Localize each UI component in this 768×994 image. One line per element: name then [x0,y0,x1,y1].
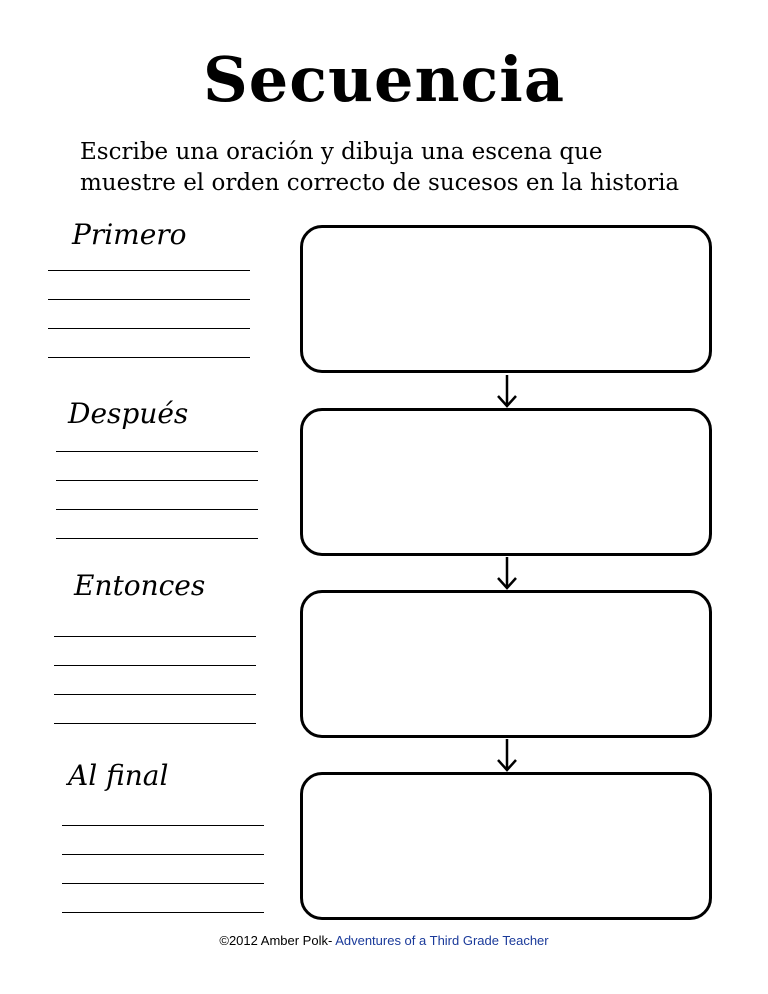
section-label-al-final: Al final [68,759,169,792]
section-label-entonces: Entonces [74,569,206,602]
down-arrow-icon [495,556,519,592]
writing-line[interactable] [48,328,250,329]
footer-copyright: ©2012 Amber Polk- [219,933,336,945]
writing-line[interactable] [48,270,250,271]
instructions-line-1: Escribe una oración y dibuja una escena que [80,139,603,165]
writing-line[interactable] [48,299,250,300]
writing-line[interactable] [62,854,264,855]
instructions [80,137,720,199]
down-arrow-icon [495,374,519,410]
writing-line[interactable] [56,480,258,481]
writing-line[interactable] [56,509,258,510]
writing-line[interactable] [62,825,264,826]
writing-line[interactable] [56,538,258,539]
section-label-primero: Primero [72,218,187,251]
drawing-box-entonces[interactable] [300,590,712,738]
footer [0,933,768,945]
writing-line[interactable] [56,451,258,452]
writing-line[interactable] [62,912,264,913]
writing-line[interactable] [54,636,256,637]
drawing-box-al-final[interactable] [300,772,712,920]
page-title: Secuencia [202,43,566,116]
footer-link[interactable]: Adventures of a Third Grade Teacher [335,933,549,945]
section-label-despues: Después [68,397,189,430]
down-arrow-icon [495,738,519,774]
writing-line[interactable] [62,883,264,884]
drawing-box-despues[interactable] [300,408,712,556]
writing-line[interactable] [54,694,256,695]
writing-line[interactable] [48,357,250,358]
drawing-box-primero[interactable] [300,225,712,373]
writing-line[interactable] [54,665,256,666]
writing-line[interactable] [54,723,256,724]
instructions-line-2: muestre el orden correcto de sucesos en la historia [80,170,680,196]
